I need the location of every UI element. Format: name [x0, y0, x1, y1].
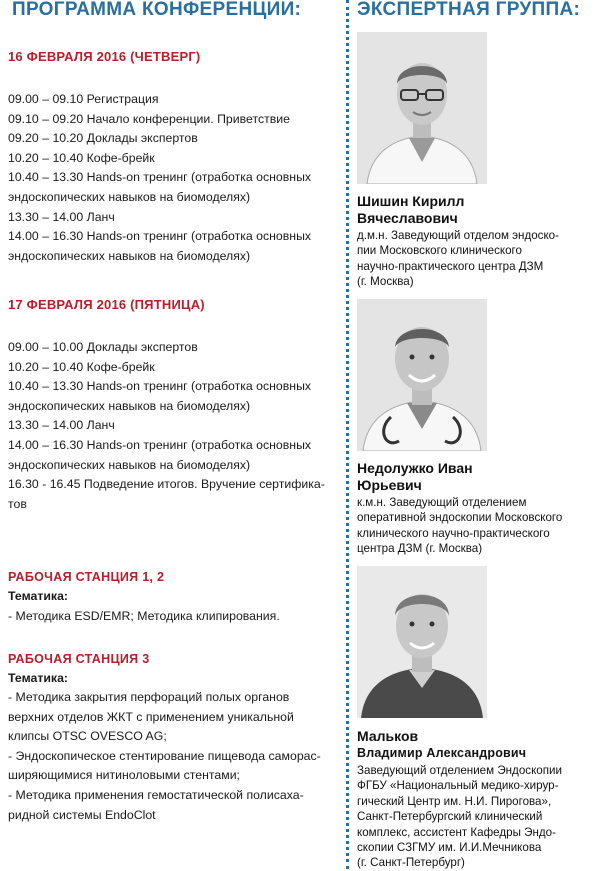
- expert-2-name-line2: Юрьевич: [357, 477, 422, 493]
- schedule-line: 10.40 – 13.30 Hands-on тренинг (отработка основных: [8, 170, 312, 185]
- station-3-title: РАБОЧАЯ СТАНЦИЯ 3: [8, 652, 150, 666]
- station-3-topics: [8, 688, 338, 825]
- schedule-line: 13.30 – 14.00 Ланч: [8, 209, 115, 224]
- experts-title: ЭКСПЕРТНАЯ ГРУППА:: [357, 0, 581, 20]
- schedule-line: 10.20 – 10.40 Кофе-брейк: [8, 359, 155, 374]
- desc-line: ФГБУ «Национальный медико-хирур-: [357, 779, 559, 793]
- station-3-topic-label: Тематика:: [8, 671, 69, 685]
- station-1-2-title: РАБОЧАЯ СТАНЦИЯ 1, 2: [8, 570, 165, 584]
- portrait-placeholder-icon: [357, 299, 487, 451]
- desc-line: оперативной эндоскопии Московского: [357, 511, 563, 525]
- desc-line: скопии СЗГМУ им. И.И.Мечникова: [357, 841, 542, 855]
- schedule-line: 10.40 – 13.30 Hands-on тренинг (отработка основных: [8, 379, 312, 394]
- expert-1-description: [357, 228, 595, 290]
- day2-schedule: [8, 338, 338, 514]
- expert-3-description: [357, 763, 595, 871]
- desc-line: клинического научно-практического: [357, 526, 550, 540]
- schedule-line: эндоскопических навыков на биомоделях): [8, 248, 251, 263]
- desc-line: научно-практического центра ДЗМ: [357, 259, 544, 273]
- portrait-placeholder-icon: [357, 32, 487, 184]
- schedule-line: эндоскопических навыков на биомоделях): [8, 457, 251, 472]
- day1-title: 16 ФЕВРАЛЯ 2016 (ЧЕТВЕРГ): [8, 49, 201, 64]
- topic-line: верхних отделов ЖКТ с применением уникальной: [8, 709, 294, 724]
- schedule-line: 09.20 – 10.20 Доклады экспертов: [8, 131, 198, 146]
- expert-2-name-line1: Недолужко Иван: [357, 460, 473, 476]
- portrait-placeholder-icon: [357, 566, 487, 718]
- topic-line: ширяющимися нитиноловыми стентами;: [8, 768, 240, 783]
- station-1-2-topics: [8, 607, 338, 627]
- schedule-line: эндоскопических навыков на биомоделях): [8, 398, 251, 413]
- expert-3-name-line2: Владимир Александрович: [357, 746, 527, 760]
- desc-line: Санкт-Петербургский клинический: [357, 810, 543, 824]
- desc-line: Заведующий отделением Эндоскопии: [357, 764, 562, 777]
- desc-line: комплекс, ассистент Кафедры Эндо-: [357, 825, 556, 839]
- topic-line: - Методика ESD/EMR; Методика клипирования.: [8, 609, 280, 623]
- expert-3-name-line1: Мальков: [357, 728, 419, 744]
- expert-2-description: [357, 495, 595, 557]
- desc-line: (г. Санкт-Петербург): [357, 856, 465, 870]
- schedule-line: 13.30 – 14.00 Ланч: [8, 418, 115, 433]
- schedule-line: 10.20 – 10.40 Кофе-брейк: [8, 150, 155, 165]
- topic-line: - Методика применения гемостатической полисаха-: [8, 787, 304, 802]
- expert-1-photo: [357, 32, 487, 184]
- schedule-line: 09.00 – 09.10 Регистрация: [8, 92, 159, 106]
- topic-line: клипсы OTSC OVESCO AG;: [8, 729, 167, 744]
- topic-line: - Методика закрытия перфораций полых органов: [8, 690, 290, 704]
- topic-line: - Эндоскопическое стентирование пищевода саморас-: [8, 748, 321, 763]
- station-1-2-topic-label: Тематика:: [8, 589, 69, 603]
- desc-line: пии Московского клинического: [357, 244, 522, 258]
- desc-line: гический Центр им. Н.И. Пирогова»,: [357, 794, 552, 808]
- schedule-line: 09.10 – 09.20 Начало конференции. Приветствие: [8, 111, 290, 126]
- schedule-line: 14.00 – 16.30 Hands-on тренинг (отработка основных: [8, 229, 312, 244]
- day2-title: 17 ФЕВРАЛЯ 2016 (ПЯТНИЦА): [8, 297, 205, 312]
- expert-3-photo: [357, 566, 487, 718]
- program-title: ПРОГРАММА КОНФЕРЕНЦИИ:: [12, 0, 302, 20]
- schedule-line: 16.30 - 16.45 Подведение итогов. Вручение сертифика-: [8, 477, 325, 492]
- topic-line: ридной системы EndoClot: [8, 807, 156, 822]
- schedule-line: эндоскопических навыков на биомоделях): [8, 189, 251, 204]
- schedule-line: тов: [8, 496, 27, 511]
- day1-schedule: [8, 90, 338, 266]
- expert-2-photo: [357, 299, 487, 451]
- desc-line: к.м.н. Заведующий отделением: [357, 496, 527, 509]
- expert-1-name-line2: Вячеславович: [357, 210, 458, 226]
- expert-1-name-line1: Шишин Кирилл: [357, 193, 465, 209]
- desc-line: (г. Москва): [357, 275, 414, 289]
- schedule-line: 09.00 – 10.00 Доклады экспертов: [8, 340, 198, 354]
- desc-line: д.м.н. Заведующий отделом эндоско-: [357, 229, 559, 242]
- schedule-line: 14.00 – 16.30 Hands-on тренинг (отработка основных: [8, 437, 312, 452]
- desc-line: центра ДЗМ (г. Москва): [357, 542, 483, 556]
- column-divider: [346, 0, 349, 869]
